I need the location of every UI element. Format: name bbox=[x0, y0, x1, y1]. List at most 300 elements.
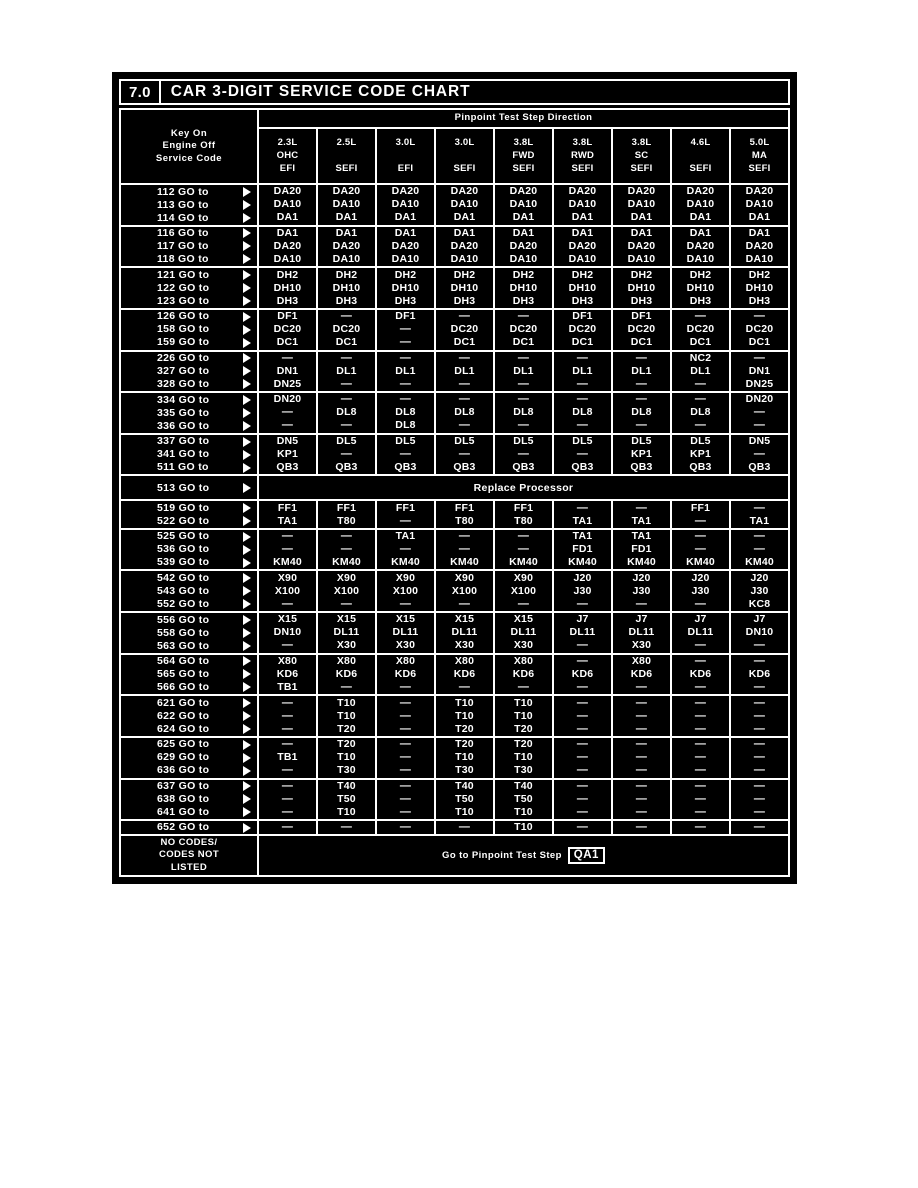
play-triangle-icon bbox=[243, 312, 251, 322]
pinpoint-step-code: X80 bbox=[336, 654, 357, 667]
no-step-dash: — bbox=[399, 696, 412, 709]
pinpoint-step-code: DC20 bbox=[273, 323, 302, 336]
pinpoint-step-cell bbox=[376, 654, 435, 696]
no-step-dash: — bbox=[635, 722, 648, 735]
merged-instruction-cell: Replace Processor bbox=[258, 475, 789, 500]
service-code-cell bbox=[120, 779, 258, 821]
no-step-dash: — bbox=[694, 805, 707, 818]
pinpoint-step-code: T80 bbox=[455, 514, 474, 527]
play-triangle-icon bbox=[243, 200, 251, 210]
play-triangle-icon bbox=[243, 586, 251, 596]
pinpoint-step-code: DH10 bbox=[627, 281, 656, 294]
header-col-fuel-system: SEFI bbox=[689, 162, 712, 174]
pinpoint-step-code: DL8 bbox=[572, 406, 593, 419]
service-code-entry bbox=[121, 406, 257, 419]
pinpoint-step-code: DL8 bbox=[454, 406, 475, 419]
section-number: 7.0 bbox=[121, 81, 161, 103]
no-step-dash: — bbox=[517, 393, 530, 406]
pinpoint-step-cell bbox=[553, 654, 612, 696]
pinpoint-step-code: DH10 bbox=[568, 281, 597, 294]
no-step-dash: — bbox=[281, 779, 294, 792]
pinpoint-step-cell bbox=[376, 500, 435, 528]
no-step-dash: — bbox=[576, 805, 589, 818]
pinpoint-step-cell bbox=[730, 570, 789, 612]
header-col-variant: RWD bbox=[570, 149, 595, 161]
pinpoint-step-code: DA1 bbox=[276, 226, 299, 239]
pinpoint-step-code: DH2 bbox=[335, 268, 358, 281]
play-triangle-icon bbox=[243, 353, 251, 363]
pinpoint-step-code: DH10 bbox=[745, 281, 774, 294]
service-code-label: 113 GO to bbox=[157, 198, 209, 211]
pinpoint-step-code: J20 bbox=[632, 571, 651, 584]
no-step-dash: — bbox=[399, 680, 412, 693]
pinpoint-step-code: DC20 bbox=[332, 323, 361, 336]
pinpoint-step-code: KD6 bbox=[689, 667, 712, 680]
pinpoint-step-code: T10 bbox=[514, 805, 533, 818]
pinpoint-step-code: DA20 bbox=[627, 185, 656, 198]
pinpoint-step-badge: QA1 bbox=[568, 847, 605, 864]
service-code-label: 566 GO to bbox=[157, 681, 210, 694]
no-step-dash: — bbox=[576, 501, 589, 514]
service-code-label: 118 GO to bbox=[157, 253, 209, 266]
header-col-variant: SC bbox=[634, 149, 649, 161]
pinpoint-step-code: DH3 bbox=[512, 294, 535, 307]
pinpoint-step-cell bbox=[671, 529, 730, 571]
play-triangle-icon bbox=[243, 283, 251, 293]
service-code-cell bbox=[120, 184, 258, 226]
pinpoint-step-code: DH10 bbox=[273, 281, 302, 294]
pinpoint-step-code: X15 bbox=[277, 613, 298, 626]
pinpoint-step-cell bbox=[258, 392, 317, 434]
pinpoint-step-code: J30 bbox=[750, 584, 769, 597]
pinpoint-step-code: DC20 bbox=[450, 323, 479, 336]
pinpoint-step-code: DH10 bbox=[509, 281, 538, 294]
pinpoint-step-code: DA10 bbox=[627, 198, 656, 211]
header-col-fuel-system: SEFI bbox=[453, 162, 476, 174]
pinpoint-step-cell bbox=[376, 779, 435, 821]
no-step-dash: — bbox=[753, 821, 766, 834]
pinpoint-step-code: DL11 bbox=[687, 626, 714, 639]
pinpoint-step-code: QB3 bbox=[512, 461, 535, 474]
pinpoint-step-code: DL5 bbox=[336, 435, 357, 448]
pinpoint-step-code: DH3 bbox=[748, 294, 771, 307]
pinpoint-step-code: DL1 bbox=[631, 364, 652, 377]
pinpoint-step-cell bbox=[435, 654, 494, 696]
no-step-dash: — bbox=[576, 597, 589, 610]
pinpoint-step-code: KM40 bbox=[450, 556, 479, 569]
pinpoint-step-code: DN5 bbox=[748, 435, 771, 448]
pinpoint-step-code: DA1 bbox=[512, 211, 535, 224]
service-code-entry bbox=[121, 530, 257, 543]
service-code-entry bbox=[121, 639, 257, 652]
pinpoint-step-code: X15 bbox=[454, 613, 475, 626]
pinpoint-step-cell bbox=[671, 820, 730, 835]
service-code-entry bbox=[121, 240, 257, 253]
service-code-table bbox=[119, 108, 790, 877]
service-code-label: 123 GO to bbox=[157, 294, 210, 307]
play-triangle-icon bbox=[243, 656, 251, 666]
no-step-dash: — bbox=[281, 351, 294, 364]
play-triangle-icon bbox=[243, 450, 251, 460]
pinpoint-step-code: X30 bbox=[395, 639, 416, 652]
no-step-dash: — bbox=[635, 501, 648, 514]
service-code-entry bbox=[121, 435, 257, 448]
no-step-dash: — bbox=[694, 597, 707, 610]
pinpoint-step-code: X80 bbox=[631, 654, 652, 667]
pinpoint-step-code: TA1 bbox=[572, 514, 593, 527]
pinpoint-step-cell bbox=[730, 654, 789, 696]
pinpoint-step-code: DA1 bbox=[394, 226, 417, 239]
pinpoint-step-code: X90 bbox=[513, 571, 534, 584]
pinpoint-step-code: X90 bbox=[395, 571, 416, 584]
header-col-fuel-system: SEFI bbox=[571, 162, 594, 174]
service-code-label: 525 GO to bbox=[157, 530, 210, 543]
header-key-line-1: Key On bbox=[170, 127, 208, 139]
service-code-entry bbox=[121, 821, 257, 834]
pinpoint-step-code: TA1 bbox=[395, 530, 416, 543]
no-step-dash: — bbox=[694, 377, 707, 390]
table-row bbox=[120, 500, 789, 528]
service-code-label: 337 GO to bbox=[157, 435, 210, 448]
service-code-label: 565 GO to bbox=[157, 668, 210, 681]
pinpoint-step-code: DL5 bbox=[572, 435, 593, 448]
pinpoint-step-code: DH10 bbox=[391, 281, 420, 294]
no-step-dash: — bbox=[399, 543, 412, 556]
pinpoint-step-code: DN20 bbox=[745, 393, 774, 406]
pinpoint-step-cell bbox=[553, 309, 612, 351]
pinpoint-step-cell bbox=[435, 434, 494, 476]
no-step-dash: — bbox=[399, 792, 412, 805]
pinpoint-step-code: T10 bbox=[514, 696, 533, 709]
pinpoint-step-code: X100 bbox=[333, 584, 360, 597]
pinpoint-step-code: DC20 bbox=[745, 323, 774, 336]
pinpoint-step-code: DA1 bbox=[689, 211, 712, 224]
page-title: CAR 3-DIGIT SERVICE CODE CHART bbox=[170, 83, 471, 100]
no-step-dash: — bbox=[517, 351, 530, 364]
service-code-entry bbox=[121, 502, 257, 515]
service-code-entry bbox=[121, 282, 257, 295]
pinpoint-step-code: FF1 bbox=[336, 501, 357, 514]
pinpoint-step-code: T80 bbox=[514, 514, 533, 527]
no-step-dash: — bbox=[340, 377, 353, 390]
pinpoint-step-code: T10 bbox=[337, 751, 356, 764]
pinpoint-step-cell bbox=[612, 654, 671, 696]
header-col-variant bbox=[672, 150, 729, 163]
pinpoint-step-code: X100 bbox=[392, 584, 419, 597]
pinpoint-step-cell bbox=[730, 612, 789, 654]
no-step-dash: — bbox=[753, 543, 766, 556]
pinpoint-step-cell bbox=[376, 309, 435, 351]
pinpoint-step-cell bbox=[317, 612, 376, 654]
service-code-label: 624 GO to bbox=[157, 722, 210, 735]
pinpoint-step-code: DA20 bbox=[332, 185, 361, 198]
pinpoint-step-code: KP1 bbox=[276, 448, 299, 461]
service-code-label: 226 GO to bbox=[157, 352, 210, 365]
pinpoint-step-code: DC1 bbox=[276, 336, 299, 349]
pinpoint-step-code: DF1 bbox=[277, 310, 298, 323]
no-step-dash: — bbox=[635, 351, 648, 364]
table-row bbox=[120, 570, 789, 612]
no-step-dash: — bbox=[576, 779, 589, 792]
table-row bbox=[120, 779, 789, 821]
pinpoint-step-code: X15 bbox=[336, 613, 357, 626]
service-code-entry bbox=[121, 198, 257, 211]
play-triangle-icon bbox=[243, 325, 251, 335]
pinpoint-step-cell bbox=[317, 392, 376, 434]
pinpoint-step-cell bbox=[435, 529, 494, 571]
pinpoint-step-code: DN1 bbox=[748, 364, 771, 377]
pinpoint-step-cell bbox=[376, 737, 435, 779]
pinpoint-step-code: QB3 bbox=[630, 461, 653, 474]
no-step-dash: — bbox=[753, 709, 766, 722]
pinpoint-step-code: DL8 bbox=[395, 419, 416, 432]
no-step-dash: — bbox=[753, 351, 766, 364]
service-code-entry bbox=[121, 681, 257, 694]
header-col-displacement: 3.8L bbox=[631, 136, 652, 148]
header-col-variant bbox=[318, 150, 375, 163]
header-col-variant bbox=[377, 150, 434, 163]
pinpoint-step-code: DA10 bbox=[450, 252, 479, 265]
no-step-dash: — bbox=[517, 680, 530, 693]
pinpoint-step-cell bbox=[612, 779, 671, 821]
pinpoint-step-code: DC20 bbox=[509, 323, 538, 336]
pinpoint-step-code: DN20 bbox=[273, 393, 302, 406]
pinpoint-step-cell bbox=[671, 654, 730, 696]
pinpoint-step-cell bbox=[435, 184, 494, 226]
pinpoint-step-code: DH2 bbox=[453, 268, 476, 281]
service-code-label: 336 GO to bbox=[157, 419, 210, 432]
play-triangle-icon bbox=[243, 213, 251, 223]
service-code-cell bbox=[120, 612, 258, 654]
pinpoint-step-code: T20 bbox=[337, 722, 356, 735]
pinpoint-step-code: KM40 bbox=[568, 556, 597, 569]
play-triangle-icon bbox=[243, 698, 251, 708]
pinpoint-step-cell bbox=[612, 434, 671, 476]
service-code-entry bbox=[121, 655, 257, 668]
pinpoint-step-code: KM40 bbox=[627, 556, 656, 569]
pinpoint-step-code: DA20 bbox=[332, 239, 361, 252]
pinpoint-step-cell bbox=[435, 500, 494, 528]
pinpoint-step-code: T10 bbox=[455, 709, 474, 722]
pinpoint-step-cell bbox=[258, 737, 317, 779]
pinpoint-step-cell bbox=[258, 434, 317, 476]
no-step-dash: — bbox=[576, 448, 589, 461]
pinpoint-step-cell bbox=[612, 737, 671, 779]
pinpoint-step-cell bbox=[317, 267, 376, 309]
pinpoint-step-code: KD6 bbox=[335, 667, 358, 680]
pinpoint-step-code: DA10 bbox=[568, 252, 597, 265]
no-step-dash: — bbox=[694, 393, 707, 406]
no-step-dash: — bbox=[576, 639, 589, 652]
header-column-5 bbox=[494, 128, 553, 184]
pinpoint-step-cell bbox=[494, 612, 553, 654]
pinpoint-step-cell bbox=[258, 351, 317, 393]
no-step-dash: — bbox=[399, 779, 412, 792]
pinpoint-step-code: J7 bbox=[694, 613, 707, 626]
play-triangle-icon bbox=[243, 483, 251, 493]
pinpoint-step-cell bbox=[612, 529, 671, 571]
pinpoint-step-cell bbox=[612, 184, 671, 226]
pinpoint-step-cell bbox=[317, 309, 376, 351]
service-code-entry bbox=[121, 697, 257, 710]
no-step-dash: — bbox=[340, 597, 353, 610]
pinpoint-step-cell bbox=[612, 392, 671, 434]
service-code-entry bbox=[121, 780, 257, 793]
play-triangle-icon bbox=[243, 338, 251, 348]
pinpoint-step-code: DH2 bbox=[394, 268, 417, 281]
pinpoint-step-cell bbox=[435, 779, 494, 821]
pinpoint-step-code: KM40 bbox=[273, 556, 302, 569]
play-triangle-icon bbox=[243, 241, 251, 251]
service-code-cell bbox=[120, 309, 258, 351]
pinpoint-step-code: DL1 bbox=[336, 364, 357, 377]
pinpoint-step-code: DA10 bbox=[509, 252, 538, 265]
pinpoint-step-code: KM40 bbox=[391, 556, 420, 569]
service-code-label: 335 GO to bbox=[157, 406, 210, 419]
play-triangle-icon bbox=[243, 228, 251, 238]
service-code-cell bbox=[120, 392, 258, 434]
pinpoint-step-code: T50 bbox=[337, 792, 356, 805]
service-code-cell bbox=[120, 654, 258, 696]
pinpoint-step-code: T50 bbox=[514, 792, 533, 805]
pinpoint-step-cell bbox=[435, 570, 494, 612]
pinpoint-step-code: FF1 bbox=[454, 501, 475, 514]
pinpoint-step-code: DA20 bbox=[509, 239, 538, 252]
pinpoint-step-cell bbox=[494, 309, 553, 351]
pinpoint-step-code: DH10 bbox=[686, 281, 715, 294]
header-column-9 bbox=[730, 128, 789, 184]
no-step-dash: — bbox=[458, 310, 471, 323]
service-code-entry bbox=[121, 393, 257, 406]
pinpoint-step-cell bbox=[730, 434, 789, 476]
pinpoint-step-cell bbox=[317, 570, 376, 612]
pinpoint-step-code: X90 bbox=[336, 571, 357, 584]
pinpoint-step-code: DL11 bbox=[569, 626, 596, 639]
pinpoint-step-cell bbox=[435, 267, 494, 309]
no-step-dash: — bbox=[694, 514, 707, 527]
pinpoint-step-cell bbox=[317, 226, 376, 268]
no-step-dash: — bbox=[694, 764, 707, 777]
pinpoint-step-code: T10 bbox=[514, 709, 533, 722]
pinpoint-step-cell bbox=[376, 267, 435, 309]
service-code-entry bbox=[121, 515, 257, 528]
no-step-dash: — bbox=[458, 821, 471, 834]
header-col-variant: OHC bbox=[276, 149, 299, 161]
pinpoint-step-code: TA1 bbox=[631, 514, 652, 527]
pinpoint-step-code: X90 bbox=[277, 571, 298, 584]
service-code-label: 638 GO to bbox=[157, 793, 210, 806]
no-step-dash: — bbox=[635, 393, 648, 406]
service-code-label: 122 GO to bbox=[157, 281, 210, 294]
service-code-label: 558 GO to bbox=[157, 626, 210, 639]
no-step-dash: — bbox=[753, 696, 766, 709]
play-triangle-icon bbox=[243, 558, 251, 568]
pinpoint-step-cell bbox=[317, 695, 376, 737]
play-triangle-icon bbox=[243, 408, 251, 418]
service-code-label: 552 GO to bbox=[157, 597, 210, 610]
service-code-label: 117 GO to bbox=[157, 240, 209, 253]
pinpoint-step-cell bbox=[258, 654, 317, 696]
table-row bbox=[120, 351, 789, 393]
pinpoint-step-cell bbox=[494, 570, 553, 612]
pinpoint-step-code: DF1 bbox=[572, 310, 593, 323]
play-triangle-icon bbox=[243, 421, 251, 431]
pinpoint-step-code: KD6 bbox=[748, 667, 771, 680]
service-code-label: 539 GO to bbox=[157, 556, 210, 569]
pinpoint-step-code: T20 bbox=[514, 738, 533, 751]
no-step-dash: — bbox=[694, 751, 707, 764]
no-step-dash: — bbox=[694, 821, 707, 834]
no-step-dash: — bbox=[281, 709, 294, 722]
play-triangle-icon bbox=[243, 669, 251, 679]
table-row bbox=[120, 612, 789, 654]
no-step-dash: — bbox=[399, 336, 412, 349]
service-code-entry bbox=[121, 598, 257, 611]
play-triangle-icon bbox=[243, 781, 251, 791]
no-step-dash: — bbox=[399, 722, 412, 735]
no-step-dash: — bbox=[281, 792, 294, 805]
pinpoint-step-cell bbox=[553, 570, 612, 612]
pinpoint-step-code: X15 bbox=[513, 613, 534, 626]
no-step-dash: — bbox=[517, 310, 530, 323]
no-step-dash: — bbox=[517, 543, 530, 556]
header-column-4 bbox=[435, 128, 494, 184]
no-codes-label bbox=[120, 835, 258, 876]
pinpoint-step-cell bbox=[612, 309, 671, 351]
play-triangle-icon bbox=[243, 599, 251, 609]
pinpoint-step-code: TB1 bbox=[277, 680, 298, 693]
pinpoint-step-code: QB3 bbox=[571, 461, 594, 474]
pinpoint-step-code: DA1 bbox=[748, 226, 771, 239]
header-col-displacement: 5.0L bbox=[749, 136, 770, 148]
pinpoint-step-code: X15 bbox=[395, 613, 416, 626]
play-triangle-icon bbox=[243, 463, 251, 473]
table-row bbox=[120, 820, 789, 835]
service-code-cell bbox=[120, 737, 258, 779]
pinpoint-step-cell bbox=[730, 267, 789, 309]
pinpoint-step-cell bbox=[730, 184, 789, 226]
table-row bbox=[120, 226, 789, 268]
service-code-label: 543 GO to bbox=[157, 584, 210, 597]
pinpoint-step-cell bbox=[435, 612, 494, 654]
service-code-entry bbox=[121, 365, 257, 378]
no-step-dash: — bbox=[753, 310, 766, 323]
pinpoint-step-code: TA1 bbox=[572, 530, 593, 543]
no-step-dash: — bbox=[281, 722, 294, 735]
pinpoint-step-code: T30 bbox=[455, 764, 474, 777]
pinpoint-step-code: DA1 bbox=[276, 211, 299, 224]
pinpoint-step-code: DA10 bbox=[391, 252, 420, 265]
pinpoint-step-code: KD6 bbox=[571, 667, 594, 680]
header-col-displacement: 3.8L bbox=[513, 136, 534, 148]
pinpoint-step-code: T20 bbox=[455, 722, 474, 735]
pinpoint-step-cell bbox=[553, 695, 612, 737]
pinpoint-step-cell bbox=[317, 529, 376, 571]
pinpoint-step-code: DH2 bbox=[689, 268, 712, 281]
play-triangle-icon bbox=[243, 437, 251, 447]
pinpoint-step-cell bbox=[494, 529, 553, 571]
pinpoint-step-code: DL8 bbox=[336, 406, 357, 419]
header-col-fuel-system: SEFI bbox=[748, 162, 771, 174]
pinpoint-step-cell bbox=[553, 392, 612, 434]
no-step-dash: — bbox=[635, 821, 648, 834]
no-step-dash: — bbox=[576, 654, 589, 667]
play-triangle-icon bbox=[243, 503, 251, 513]
pinpoint-step-code: X100 bbox=[451, 584, 478, 597]
pinpoint-step-cell bbox=[730, 309, 789, 351]
pinpoint-step-code: T40 bbox=[514, 779, 533, 792]
no-step-dash: — bbox=[281, 696, 294, 709]
